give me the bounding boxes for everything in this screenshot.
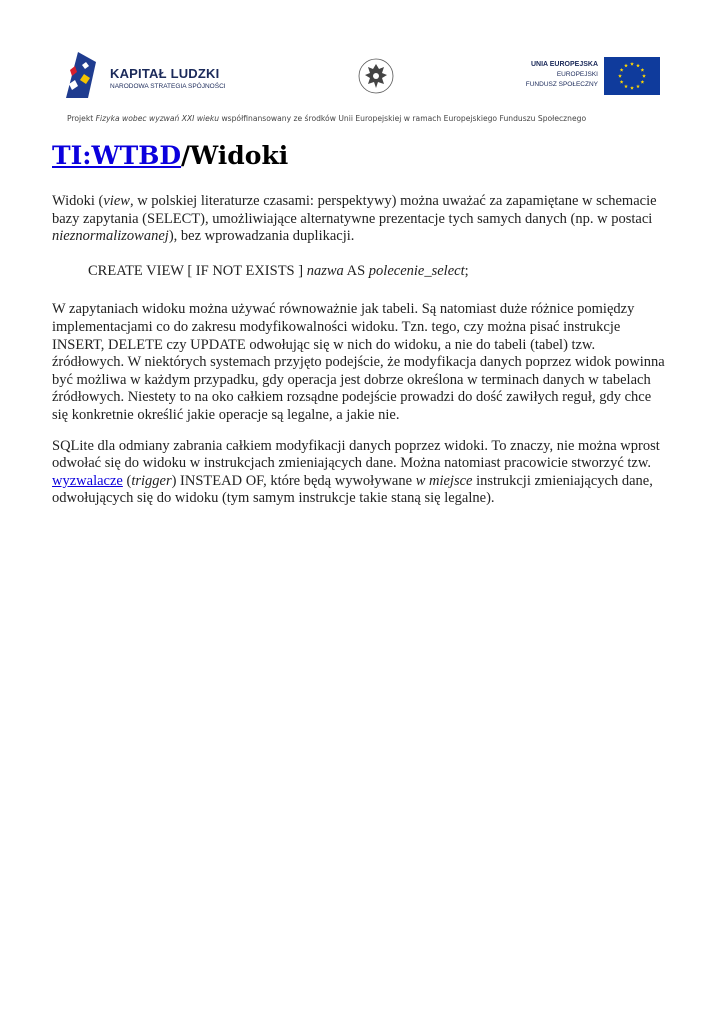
text-run: ) INSTEAD OF, które będą wywoływane xyxy=(171,472,416,489)
page-title xyxy=(52,138,667,174)
text-run: ( xyxy=(122,472,132,489)
project-prefix: Projekt xyxy=(67,114,96,123)
text-run: Widoki ( xyxy=(52,193,104,209)
kapital-ludzki-mark-icon xyxy=(66,52,100,98)
syntax-param-name: nazwa xyxy=(306,262,344,279)
create-view-syntax xyxy=(52,263,667,281)
article-content xyxy=(52,138,667,508)
project-funding-line xyxy=(67,114,667,123)
italic-term-instead: w miejsce xyxy=(415,472,473,489)
text-run: instrukcji zmieniających dane, odwołujących się do widoku (tym samym instrukcje takie staną się legalne). xyxy=(52,472,653,507)
project-name: Fizyka wobec wyzwań XXI wieku xyxy=(95,114,220,123)
paragraph-intro xyxy=(52,193,667,246)
text-run: SQLite dla odmiany zabrania całkiem modyfikacji danych poprzez widoki. To znaczy, nie można wprost odwołać się do widoku w instrukcjach zmieniających dane. Można natomiast pracowicie stworzyć tzw. xyxy=(52,437,660,472)
paragraph-sqlite xyxy=(52,438,667,508)
kapital-ludzki-title: KAPITAŁ LUDZKI xyxy=(110,66,220,81)
eu-fund-line1: EUROPEJSKI xyxy=(556,71,598,78)
eu-title: UNIA EUROPEJSKA xyxy=(530,61,598,68)
title-rest: /Widoki xyxy=(181,141,289,170)
eu-flag-icon xyxy=(604,57,660,95)
syntax-keyword: CREATE VIEW [ IF NOT EXISTS ] xyxy=(88,262,307,279)
kapital-ludzki-subtitle: NARODOWA STRATEGIA SPÓJNOŚCI xyxy=(110,83,226,90)
syntax-semicolon: ; xyxy=(464,262,469,279)
syntax-keyword-as: AS xyxy=(343,262,369,279)
italic-term-trigger: trigger xyxy=(131,472,172,489)
text-run: ), bez wprowadzania duplikacji. xyxy=(168,228,355,245)
eu-text-block xyxy=(500,60,598,90)
text-run: , w polskiej literaturze czasami: perspektywy) można uważać za zapamiętane w schemacie bazy zapytania (SELECT), umożliwiające alternatywne prezentacje tych samych danych (np. w postaci xyxy=(52,193,657,227)
link-wyzwalacze[interactable]: wyzwalacze xyxy=(52,472,123,489)
title-link-ti-wtbd[interactable]: TI:WTBD xyxy=(52,141,182,170)
kapital-ludzki-logo xyxy=(66,52,236,98)
italic-term-view: view xyxy=(103,193,130,209)
italic-term-denormalized: nieznormalizowanej xyxy=(52,228,169,245)
page-header xyxy=(0,0,725,130)
paragraph-modifiability: W zapytaniach widoku można używać równoważnie jak tabeli. Są natomiast duże różnice pomiędzy implementacjami co do zakresu modyfikowalności widoku. Tzn. tego, czy można pisać instrukcje INSERT, DELETE czy UPDATE odwołując się w nich do widoku, a nie do tabeli (tabel) tzw. źródłowych. W niektórych systemach przyjęto podejście, że modyfikacja danych poprzez widok powinna być możliwa w każdym przypadku, gdy operacja jest dobrze określona w terminach danych w tabelach źródłowych. Niestety to na oko całkiem rozsądne podejście prowadzi do dość zawiłych reguł, gdy chce się konkretnie określić jakie operacje są legalne, a jakie nie. xyxy=(52,301,665,423)
project-suffix: współfinansowany ze środków Unii Europejskiej w ramach Europejskiego Funduszu Społecznego xyxy=(219,114,587,123)
university-seal-icon xyxy=(356,55,396,97)
eu-fund-line2: FUNDUSZ SPOŁECZNY xyxy=(525,81,598,88)
syntax-param-select: polecenie_select xyxy=(368,262,465,279)
